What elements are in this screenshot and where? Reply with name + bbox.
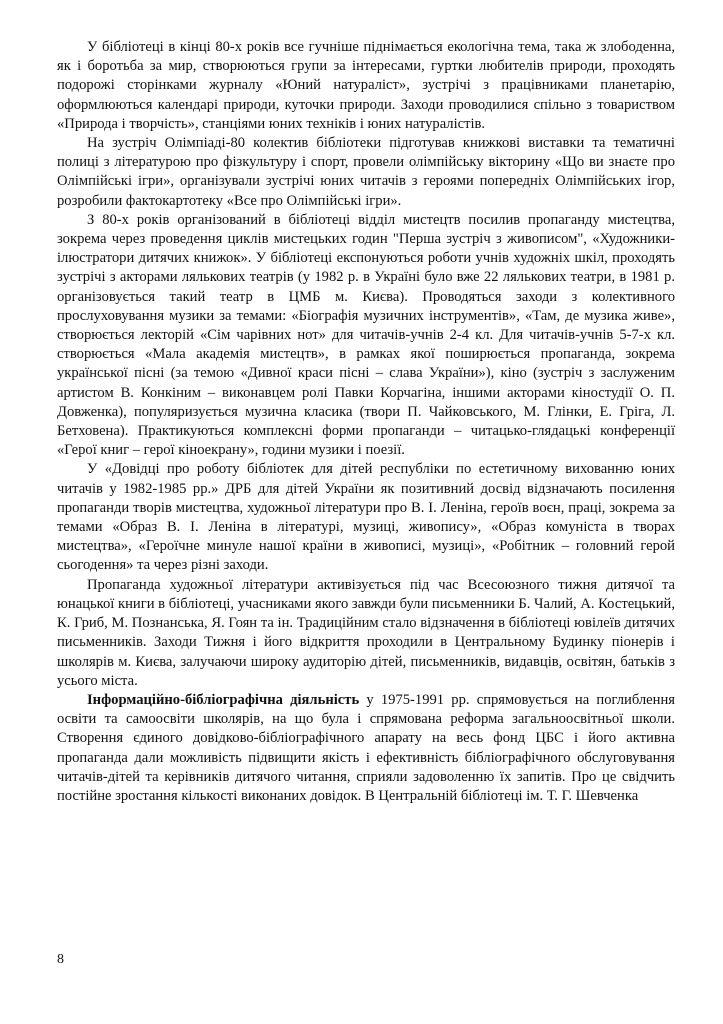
paragraph-text: Пропаганда художньої літератури активізується під час Всесоюзного тижня дитячої та юнацької книги в бібліотеці, учасниками якого завжди були письменники Б. Чалий, А. Костецький, К. Гриб, М. Познанська, Я. Гоян та ін. Традиційним стало відзначення в бібліотеці ювілеїв дитячих письменників. Заходи Тижня і його відкриття проходили в Центральному Будинку піонерів і школярів м. Києва, залучаючи широку аудиторію дітей, письменників, видавців, освітян, батьків з усього міста. (57, 576, 675, 689)
paragraph-text: З 80-х років організований в бібліотеці відділ мистецтв посилив пропаганду мистецтва, зокрема через проведення циклів мистецьких годин "Перша зустріч з живописом", «Художники-ілюстратори дитячих книжок». У бібліотеці експонуються роботи учнів художніх шкіл, проходять зустрічі з акторами лялькових театрів (у 1982 р. в Україні було вже 22 лялькових театри, в 1981 р. організовується такий театр в ЦМБ м. Києва). Проводяться заходи з колективного прослуховування музики за темами: «Біографія музичних інструментів», «Там, де музика живе», створюється лекторій «Сім чарівних нот» для читачів-учнів 2-4 кл. Для читачів-учнів 5-7-х кл. створюється «Мала академія мистецтв», в рамках якої поширюється пропаганда, зокрема української пісні (за темою «Дивної краси пісні – слава України»), кіно (зустріч з заслуженим артистом В. Конкіним – виконавцем ролі Павки Корчагіна, іншими акторами кіностудії О. П. Довженка), популяризується музична класика (твори П. Чайковського, М. Глінки, Е. Гріга, Л. Бетховена). Практикуються комплексні форми пропаганди – читацько-глядацькі конференції «Герої книг – герої кіноекрану», години музики і поезії. (57, 211, 675, 459)
paragraph-olympiad (57, 134, 675, 211)
page-number: 8 (57, 952, 64, 967)
paragraph-arts-department (57, 211, 675, 461)
paragraph-book-week (57, 576, 675, 691)
paragraph-ecology (57, 38, 675, 134)
paragraph-text: На зустріч Олімпіаді-80 колектив бібліотеки підготував книжкові виставки та тематичні полиці з літературою про фізкультуру і спорт, провели олімпійську вікторину «Що ви знаєте про Олімпійські ігри», організували зустрічі юних читачів з героями попередніх Олімпійських ігор, розробили фактокартотеку «Все про Олімпійські ігри». (57, 135, 675, 209)
paragraph-text: у 1975-1991 рр. спрямовується на поглиблення освіти та самоосвіти школярів, на що була і спрямована реформа загальноосвітньої школи. Створення єдиного довідково-бібліографічного апарату на весь фонд ЦБС і його активна пропаганда дали можливість підвищити якість і ефективність бібліографічного обслуговування читачів-дітей та керівників дитячого читання, сприяли задоволенню їх запитів. Про це свідчить постійне зростання кількості виконаних довідок. В Центральній бібліотеці ім. Т. Г. Шевченка (57, 691, 675, 804)
paragraph-bold-lead: Інформаційно-бібліографічна діяльність (87, 691, 360, 708)
paragraph-text: У «Довідці про роботу бібліотек для дітей республіки по естетичному вихованню юних читачів у 1982-1985 рр.» ДРБ для дітей України як позитивний досвід відзначають посилення пропаганди творів мистецтва, художньої літератури про В. І. Леніна, героїв воєн, праці, зокрема за темами «Образ В. І. Леніна в літературі, музиці, живопису», «Образ комуніста в творах мистецтва», «Героїчне минуле нашої країни в живописі, музиці», «Робітник – головний герой сьогодення» та через різні заходи. (57, 461, 675, 574)
paragraph-bibliographic-activity (57, 691, 675, 806)
paragraph-aesthetic-report (57, 460, 675, 575)
body-text (57, 38, 675, 806)
paragraph-text: У бібліотеці в кінці 80-х років все гучніше піднімається екологічна тема, така ж злободенна, як і боротьба за мир, створюються групи за інтересами, гуртки любителів природи, проходять подорожі сторінками журналу «Юний натураліст», зустрічі з працівниками планетарію, оформлюються календарі природи, куточки природи. Заходи проводилися спільно з товариством «Природа і творчість», станціями юних техніків і юних натуралістів. (57, 39, 675, 132)
